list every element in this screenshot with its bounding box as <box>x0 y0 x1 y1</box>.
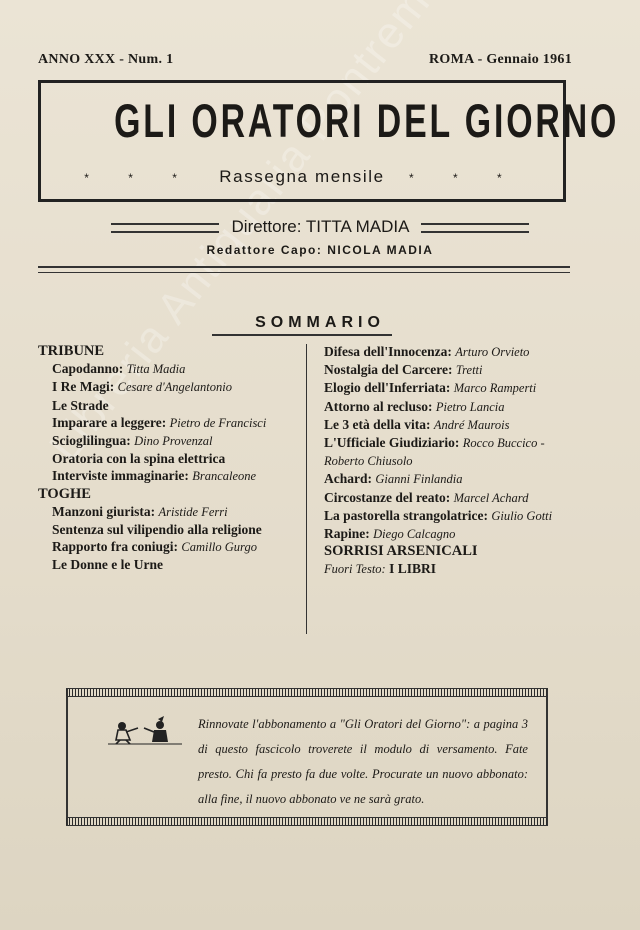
contents-item-author: Diego Calcagno <box>373 527 456 542</box>
contents-item-author: Dino Provenzal <box>134 434 213 449</box>
subtitle-row <box>41 167 563 187</box>
contents-item-author: Tretti <box>455 363 483 378</box>
contents-item <box>324 489 574 507</box>
contents-item-separator: : <box>445 380 454 396</box>
contents-item-title: Le 3 età della vita <box>324 416 426 432</box>
orators-illustration-icon <box>108 716 182 750</box>
contents-item <box>38 397 292 414</box>
contents-item-separator: : <box>126 433 135 449</box>
contents-item-title: Scioglilingua <box>52 433 127 449</box>
contents-item-title: Le Donne e le Urne <box>52 557 163 573</box>
contents-item-title: L'Ufficiale Giudiziario <box>324 435 455 451</box>
contents-extra-label: Fuori Testo: <box>324 562 386 577</box>
contents-item-author: Camillo Gurgo <box>181 540 257 555</box>
contents-item-title: Achard <box>324 471 368 487</box>
contents-item-separator: : <box>173 539 182 555</box>
contents-right-column <box>324 343 574 579</box>
contents-item-title: Sentenza sul vilipendio alla religione <box>52 522 262 538</box>
notice-text: Rinnovate l'abbonamento a "Gli Oratori del Giorno": a pagina 3 di questo fascicolo troverete il modulo di versamento. Fate presto. Chi fa presto fa due volte. Procurate un nuovo abbonato: alla fine, il nuovo abbonato ve ne sarà grato. <box>198 717 528 806</box>
contents-item-title: Le Strade <box>52 397 109 413</box>
contents-section-title: SORRISI ARSENICALI <box>324 543 478 560</box>
contents-item <box>324 525 574 543</box>
contents-item <box>324 379 574 397</box>
contents-item-author: Cesare d'Angelantonio <box>117 380 232 395</box>
header-divider <box>38 266 570 273</box>
contents-item-separator: : <box>483 507 492 523</box>
contents-item-separator: : <box>445 489 454 505</box>
journal-title: GLI ORATORI DEL GIORNO <box>114 94 620 147</box>
masthead <box>38 80 620 202</box>
contents-item-title: Nostalgia del Carcere <box>324 362 448 378</box>
contents-item-author: Marco Ramperti <box>453 381 537 396</box>
contents-item <box>324 343 574 361</box>
contents-item-author: Titta Madia <box>126 362 186 377</box>
contents-heading: SOMMARIO <box>255 314 385 331</box>
director: Direttore: TITTA MADIA <box>231 217 409 236</box>
contents-item-separator: : <box>425 416 434 432</box>
contents-item-title: Rapine <box>324 526 366 542</box>
contents-item-title: La pastorella strangolatrice <box>324 507 484 523</box>
contents-section-title: TRIBUNE <box>38 343 105 359</box>
contents-item-author: Rocco Buccico - Roberto Chiusolo <box>324 436 545 469</box>
contents-item-separator: : <box>367 471 376 487</box>
contents-item <box>324 434 574 470</box>
stars-right: * * * <box>409 170 520 185</box>
contents-item <box>324 361 574 379</box>
contents-item-author: Marcel Achard <box>453 490 529 505</box>
ornament-line-right <box>421 223 529 233</box>
contents-left-column <box>38 343 292 574</box>
contents-item-author: Arturo Orvieto <box>455 345 530 359</box>
contents-item <box>38 467 292 485</box>
contents-item-separator: : <box>447 362 456 378</box>
contents-item <box>38 556 292 573</box>
contents-item <box>324 507 574 525</box>
hatch-rule-bottom <box>66 817 548 826</box>
contents-item-separator: : <box>447 344 456 359</box>
contents-item <box>324 398 574 416</box>
contents-item <box>324 416 574 434</box>
ornament-line-left <box>111 223 219 233</box>
contents-item-title: Manzoni giurista <box>52 503 151 519</box>
subscription-notice <box>66 688 548 826</box>
contents-item-title: Elogio dell'Inferriata <box>324 380 446 396</box>
stars-left: * * * <box>84 170 195 185</box>
contents-item-author: Pietro Lancia <box>435 399 505 414</box>
contents-item-title: Difesa dell'Innocenza <box>324 344 448 359</box>
editor: Redattore Capo: NICOLA MADIA <box>206 243 434 257</box>
contents-item-separator: : <box>184 468 193 484</box>
contents-item-author: Aristide Ferri <box>158 504 228 519</box>
contents-item <box>38 450 292 467</box>
contents-item-title: Imparare a leggere <box>52 414 162 430</box>
contents-item <box>38 538 292 556</box>
contents-item-author: Pietro de Francisci <box>169 415 267 430</box>
contents-item-separator: : <box>161 414 170 430</box>
issue-number: ANNO XXX - Num. 1 <box>38 52 174 67</box>
contents-section-title: TOGHE <box>38 485 91 502</box>
contents-item-author: Giulio Gotti <box>491 508 553 523</box>
journal-subtitle: Rassegna mensile <box>219 167 385 186</box>
place-date: ROMA - Gennaio 1961 <box>429 52 572 67</box>
hatch-rule-top <box>66 688 548 697</box>
contents-item-title: Interviste immaginarie <box>52 468 185 484</box>
contents-item-title: Attorno al recluso <box>324 398 428 414</box>
contents-item <box>324 560 574 578</box>
director-line <box>0 217 640 237</box>
contents-item-author: Gianni Finlandia <box>375 472 463 487</box>
contents-item-separator: : <box>428 398 436 414</box>
contents-item-title: I Re Magi <box>52 379 110 395</box>
contents-item <box>38 360 292 378</box>
contents-item-title: Capodanno <box>52 361 119 377</box>
contents-item <box>38 432 292 450</box>
contents-heading-underline <box>212 334 392 336</box>
contents-item-separator: : <box>454 435 463 451</box>
contents-item <box>38 378 292 396</box>
contents-item <box>38 414 292 432</box>
contents-item <box>38 521 292 538</box>
contents-item-separator: : <box>150 503 159 519</box>
contents-item <box>38 503 292 521</box>
contents-item-author: Brancaleone <box>192 469 257 484</box>
contents-item-separator: : <box>118 361 127 377</box>
contents-item-author: André Maurois <box>433 417 510 432</box>
contents-item-title: Oratoria con la spina elettrica <box>52 451 226 467</box>
contents-item-title: I LIBRI <box>389 561 436 577</box>
contents-item-separator: : <box>109 379 118 395</box>
contents-item <box>324 470 574 488</box>
contents-item-separator: : <box>365 526 374 542</box>
contents-item-title: Circostanze del reato <box>324 489 446 505</box>
column-divider <box>306 344 307 634</box>
contents-item-title: Rapporto fra coniugi <box>52 539 174 555</box>
